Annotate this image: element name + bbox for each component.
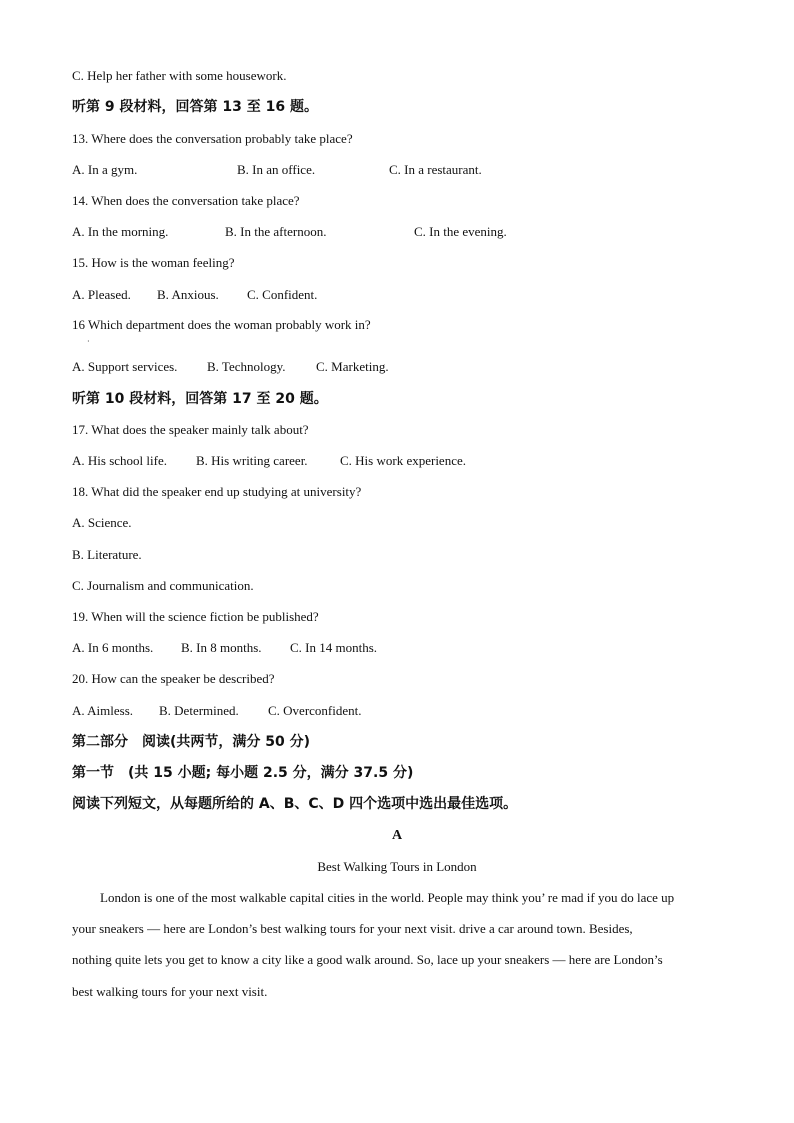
question-13: 13. Where does the conversation probably take place? [72,131,353,146]
question-18: 18. What did the speaker end up studying at university? [72,484,362,499]
question-15-option-b: B. Anxious. [157,287,219,302]
question-18-option-b: B. Literature. [72,547,142,562]
question-15-option-a: A. Pleased. [72,287,131,302]
question-13-option-a: A. In a gym. [72,162,138,177]
question-14-option-c: C. In the evening. [414,224,507,239]
question-16-option-b: B. Technology. [207,359,286,374]
passage-title: Best Walking Tours in London [317,859,477,874]
question-16-option-a: A. Support services. [72,359,178,374]
reading-instructions: 阅读下列短文，从每题所给的 A、B、C、D 四个选项中选出最佳选项。 [72,796,518,812]
section-one-heading: 第一节 (共 15 小题; 每小题 2.5 分，满分 37.5 分) [72,765,414,781]
question-13-option-b: B. In an office. [237,162,316,177]
question-20-option-c: C. Overconfident. [268,703,362,718]
question-16-option-c: C. Marketing. [316,359,389,374]
question-19-option-a: A. In 6 months. [72,640,154,655]
question-20: 20. How can the speaker be described? [72,671,275,686]
question-17-option-a: A. His school life. [72,453,167,468]
passage-line-3: nothing quite lets you get to know a city like a good walk around. So, lace up your sneakers — here are London’s [72,952,663,967]
question-14-option-a: A. In the morning. [72,224,169,239]
passage-line-4: best walking tours for your next visit. [72,984,268,999]
passage-line-2: your sneakers — here are London’s best walking tours for your next visit. drive a car around town. Besides, [72,921,633,936]
question-18-option-a: A. Science. [72,515,132,530]
section-heading-material-10: 听第 10 段材料，回答第 17 至 20 题。 [72,391,328,407]
question-12-option-c: C. Help her father with some housework. [72,68,287,83]
question-17-option-b: B. His writing career. [196,453,308,468]
question-15: 15. How is the woman feeling? [72,255,235,270]
question-16: 16 Which department does the woman probably work in? [72,317,371,332]
passage-line-1: London is one of the most walkable capital cities in the world. People may think you’ re mad if you do lace up [100,890,675,905]
question-19-option-b: B. In 8 months. [181,640,262,655]
question-18-option-c: C. Journalism and communication. [72,578,254,593]
part-two-heading: 第二部分 阅读(共两节，满分 50 分) [72,734,311,750]
section-heading-material-9: 听第 9 段材料，回答第 13 至 16 题。 [72,99,318,115]
question-17: 17. What does the speaker mainly talk about? [72,422,309,437]
question-13-option-c: C. In a restaurant. [389,162,482,177]
question-20-option-b: B. Determined. [159,703,239,718]
question-19-option-c: C. In 14 months. [290,640,378,655]
question-19: 19. When will the science fiction be published? [72,609,319,624]
question-14-option-b: B. In the afternoon. [225,224,327,239]
passage-letter: A [391,828,403,843]
question-14: 14. When does the conversation take place? [72,193,300,208]
question-15-option-c: C. Confident. [247,287,318,302]
question-17-option-c: C. His work experience. [340,453,466,468]
stray-dot-mark: · [87,337,90,346]
question-20-option-a: A. Aimless. [72,703,134,718]
